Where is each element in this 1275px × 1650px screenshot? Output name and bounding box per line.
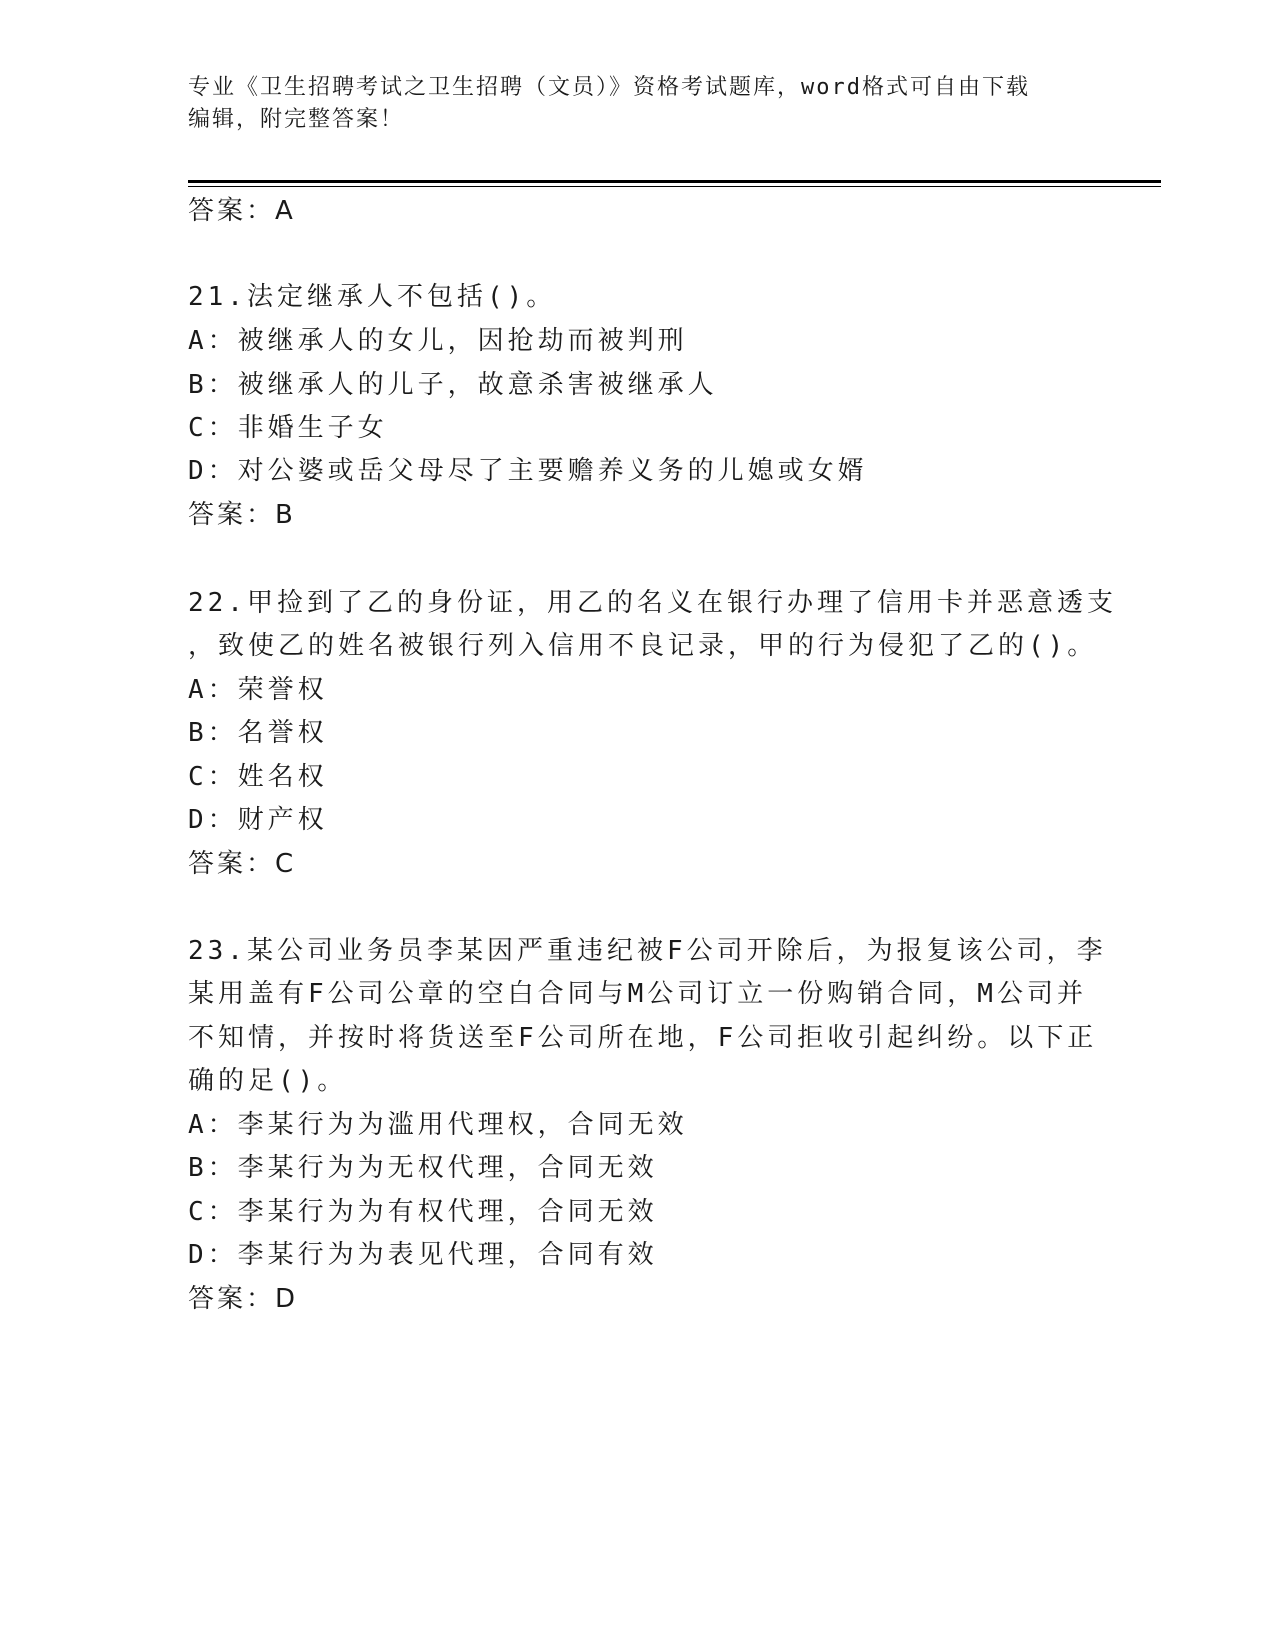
question-stem-cont: 确的足()。: [188, 1066, 348, 1096]
answer-value: B: [275, 500, 294, 530]
answer-value: C: [275, 849, 295, 879]
option-d: D：李某行为为表见代理，合同有效: [188, 1240, 658, 1270]
answer-line: [188, 494, 294, 531]
question-stem-cont: 某用盖有F公司公章的空白合同与M公司订立一份购销合同，M公司并: [188, 979, 1087, 1009]
header-line-1: 专业《卫生招聘考试之卫生招聘（文员）》资格考试题库，word格式可自由下载: [188, 75, 1030, 100]
answer-line: [188, 843, 294, 880]
option-c: C：非婚生子女: [188, 413, 388, 443]
option-b: B：被继承人的儿子，故意杀害被继承人: [188, 370, 718, 400]
question-stem-cont: 不知情，并按时将货送至F公司所在地，F公司拒收引起纠纷。以下正: [188, 1023, 1098, 1053]
answer-value: A: [275, 196, 294, 226]
document-header: [188, 72, 1088, 136]
answer-label: 答案：: [188, 1284, 276, 1314]
answer-label: 答案：: [188, 196, 276, 226]
option-d: D：财产权: [188, 805, 328, 835]
option-d: D：对公婆或岳父母尽了主要赡养义务的儿媳或女婿: [188, 456, 868, 486]
option-a: A：荣誉权: [188, 675, 328, 705]
answer-line: [188, 1278, 296, 1315]
option-b: B：李某行为为无权代理，合同无效: [188, 1153, 658, 1183]
question-stem: 22.甲捡到了乙的身份证，用乙的名义在银行办理了信用卡并恶意透支: [188, 588, 1117, 618]
option-a: A：李某行为为滥用代理权，合同无效: [188, 1110, 688, 1140]
question-stem: 23.某公司业务员李某因严重违纪被F公司开除后，为报复该公司，李: [188, 936, 1107, 966]
question-stem: 21.法定继承人不包括()。: [188, 282, 557, 312]
answer-label: 答案：: [188, 500, 276, 530]
answer-line: [188, 190, 294, 227]
header-line-2: 编辑，附完整答案！: [188, 107, 405, 132]
option-c: C：李某行为为有权代理，合同无效: [188, 1197, 658, 1227]
option-b: B：名誉权: [188, 718, 328, 748]
answer-value: D: [275, 1284, 297, 1314]
header-rule-thick: [188, 180, 1161, 183]
option-a: A：被继承人的女儿，因抢劫而被判刑: [188, 326, 688, 356]
answer-label: 答案：: [188, 849, 276, 879]
question-stem-cont: ，致使乙的姓名被银行列入信用不良记录，甲的行为侵犯了乙的()。: [188, 631, 1098, 661]
option-c: C：姓名权: [188, 762, 328, 792]
header-rule-thin: [188, 186, 1161, 187]
